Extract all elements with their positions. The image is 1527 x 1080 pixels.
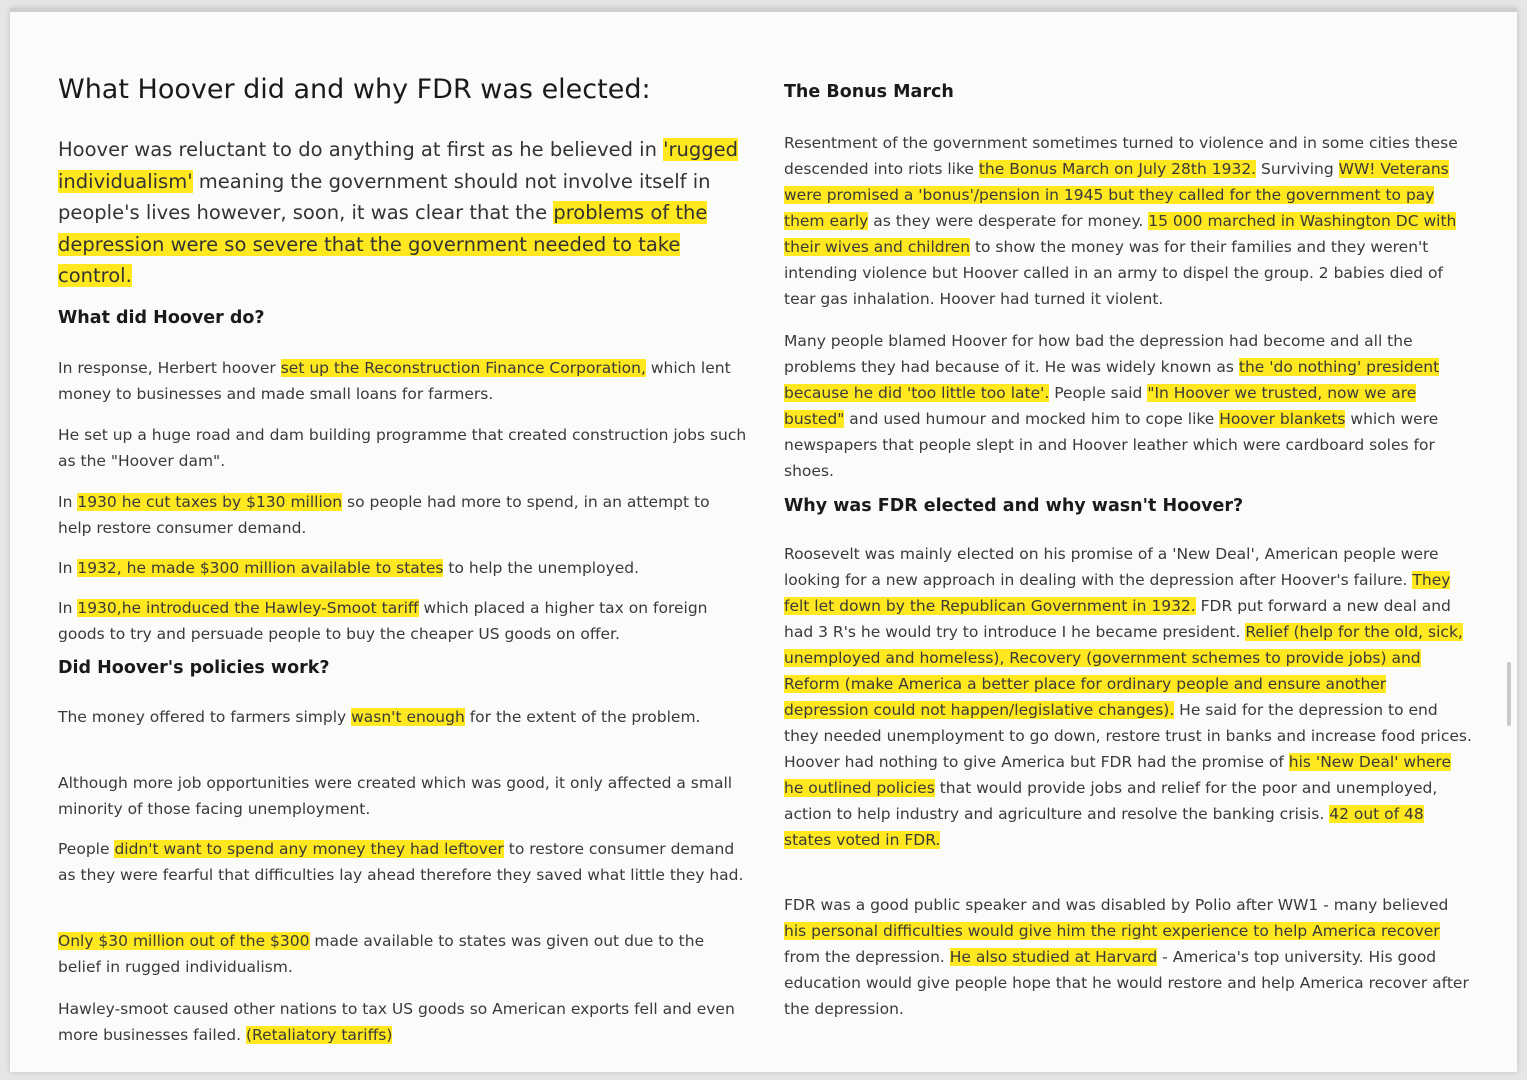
highlight: problems of the depression were so severe that the government needed to take control. <box>58 201 708 287</box>
text: - America's top university. His good education would give people hope that he would restore and help America recover after the depression. <box>784 948 1469 1018</box>
text: Roosevelt was mainly elected on his promise of a 'New Deal', American people were looking for a new approach in dealing with the depression after Hoover's failure. <box>784 545 1439 589</box>
text: which were newspapers that people slept in and Hoover leather which were cardboard soles for shoes. <box>784 410 1439 480</box>
text: Many people blamed Hoover for how bad the depression had become and all the problems they had because of it. He was widely known as <box>784 332 1413 376</box>
highlight: set up the Reconstruction Finance Corporation, <box>280 359 646 377</box>
paragraph <box>58 595 748 647</box>
text: Hawley-smoot caused other nations to tax US goods so American exports fell and even more businesses failed. <box>58 1000 735 1044</box>
highlight: Relief (help for the old, sick, unemployed and homeless), Recovery (government schemes to provide jobs) and Reform (make America a better place for ordinary people and ensure another depression could not happen/legislative changes). <box>784 623 1463 719</box>
text: In response, Herbert hoover <box>58 359 281 377</box>
highlight: WW! Veterans were promised a 'bonus'/pension in 1945 but they called for the government to pay them early <box>784 160 1449 230</box>
text: Surviving <box>1256 160 1339 178</box>
paragraph <box>58 555 748 581</box>
paragraph <box>784 328 1474 484</box>
highlight: didn't want to spend any money they had leftover <box>114 840 504 858</box>
highlight: They felt let down by the Republican Government in 1932. <box>784 571 1451 615</box>
intro-text: meaning the government should not involve itself in people's lives however, soon, it was clear that the <box>58 169 711 224</box>
text: People said <box>1049 384 1148 402</box>
heading-bonus-march: The Bonus March <box>784 82 954 102</box>
paragraph <box>784 541 1474 853</box>
highlight: 1932, he made $300 million available to states <box>77 559 444 577</box>
text: In <box>58 493 78 511</box>
text: and used humour and mocked him to cope like <box>844 410 1220 428</box>
highlight: 42 out of 48 states voted in FDR. <box>784 805 1424 849</box>
paragraph <box>58 704 748 730</box>
highlight: He also studied at Harvard <box>949 948 1158 966</box>
paragraph <box>58 836 748 888</box>
page-title: What Hoover did and why FDR was elected: <box>58 74 651 105</box>
text: which placed a higher tax on foreign goods to try and persuade people to buy the cheaper US goods on offer. <box>58 599 708 643</box>
paragraph <box>784 892 1474 1022</box>
text: made available to states was given out due to the belief in rugged individualism. <box>58 932 705 976</box>
highlight: 1930,he introduced the Hawley-Smoot tariff <box>77 599 419 617</box>
text: Resentment of the government sometimes turned to violence and in some cities these descended into riots like <box>784 134 1458 178</box>
scanner-edge-mark <box>1507 662 1511 726</box>
text: as they were desperate for money. <box>868 212 1149 230</box>
text: so people had more to spend, in an attempt to help restore consumer demand. <box>58 493 710 537</box>
text: People <box>58 840 115 858</box>
paragraph: Although more job opportunities were created which was good, it only affected a small minority of those facing unemployment. <box>58 774 733 818</box>
highlight: (Retaliatory tariffs) <box>245 1026 393 1044</box>
highlight: "In Hoover we trusted, now we are busted" <box>784 384 1417 428</box>
text: from the depression. <box>784 948 950 966</box>
heading-what-did-hoover-do: What did Hoover do? <box>58 308 265 328</box>
text: to show the money was for their families and they weren't intending violence but Hoover called in an army to dispel the group. 2 babies died of tear gas inhalation. Hoover had turned it violent. <box>784 238 1443 308</box>
paragraph <box>58 928 748 980</box>
heading-why-fdr: Why was FDR elected and why wasn't Hoover? <box>784 496 1244 516</box>
highlight: the 'do nothing' president because he did 'too little too late'. <box>784 358 1440 402</box>
paragraph <box>784 130 1474 312</box>
highlight: wasn't enough <box>351 708 465 726</box>
highlight: his 'New Deal' where he outlined policies <box>784 753 1451 797</box>
text: The money offered to farmers simply <box>58 708 352 726</box>
paragraph <box>58 489 748 541</box>
text: to help the unemployed. <box>443 559 640 577</box>
highlight: 1930 he cut taxes by $130 million <box>77 493 343 511</box>
text: FDR was a good public speaker and was disabled by Polio after WW1 - many believed <box>784 896 1449 914</box>
intro-text: Hoover was reluctant to do anything at first as he believed in <box>58 138 664 161</box>
text: that would provide jobs and relief for the poor and unemployed, action to help industry and agriculture and resolve the banking crisis. <box>784 779 1438 823</box>
text: In <box>58 559 78 577</box>
heading-policies-work: Did Hoover's policies work? <box>58 658 330 678</box>
highlight: Only $30 million out of the $300 <box>58 932 310 950</box>
highlight: Hoover blankets <box>1219 410 1346 428</box>
intro-paragraph <box>58 134 748 292</box>
highlight: 'rugged individualism' <box>58 138 739 193</box>
text: In <box>58 599 78 617</box>
highlight: the Bonus March on July 28th 1932. <box>978 160 1257 178</box>
text: which lent money to businesses and made small loans for farmers. <box>58 359 731 403</box>
text: He said for the depression to end they needed unemployment to go down, restore trust in banks and increase food prices. Hoover had nothing to give America but FDR had the promise of <box>784 701 1472 771</box>
text: for the extent of the problem. <box>464 708 701 726</box>
paragraph <box>58 996 748 1048</box>
document-page <box>10 8 1517 1072</box>
text: to restore consumer demand as they were fearful that difficulties lay ahead therefore they saved what little they had. <box>58 840 744 884</box>
highlight: his personal difficulties would give him the right experience to help America recover <box>784 922 1440 940</box>
paragraph <box>58 355 748 407</box>
paragraph: He set up a huge road and dam building programme that created construction jobs such as the "Hoover dam". <box>58 426 747 470</box>
text: FDR put forward a new deal and had 3 R's he would try to introduce I he became president. <box>784 597 1451 641</box>
highlight: 15 000 marched in Washington DC with their wives and children <box>784 212 1457 256</box>
